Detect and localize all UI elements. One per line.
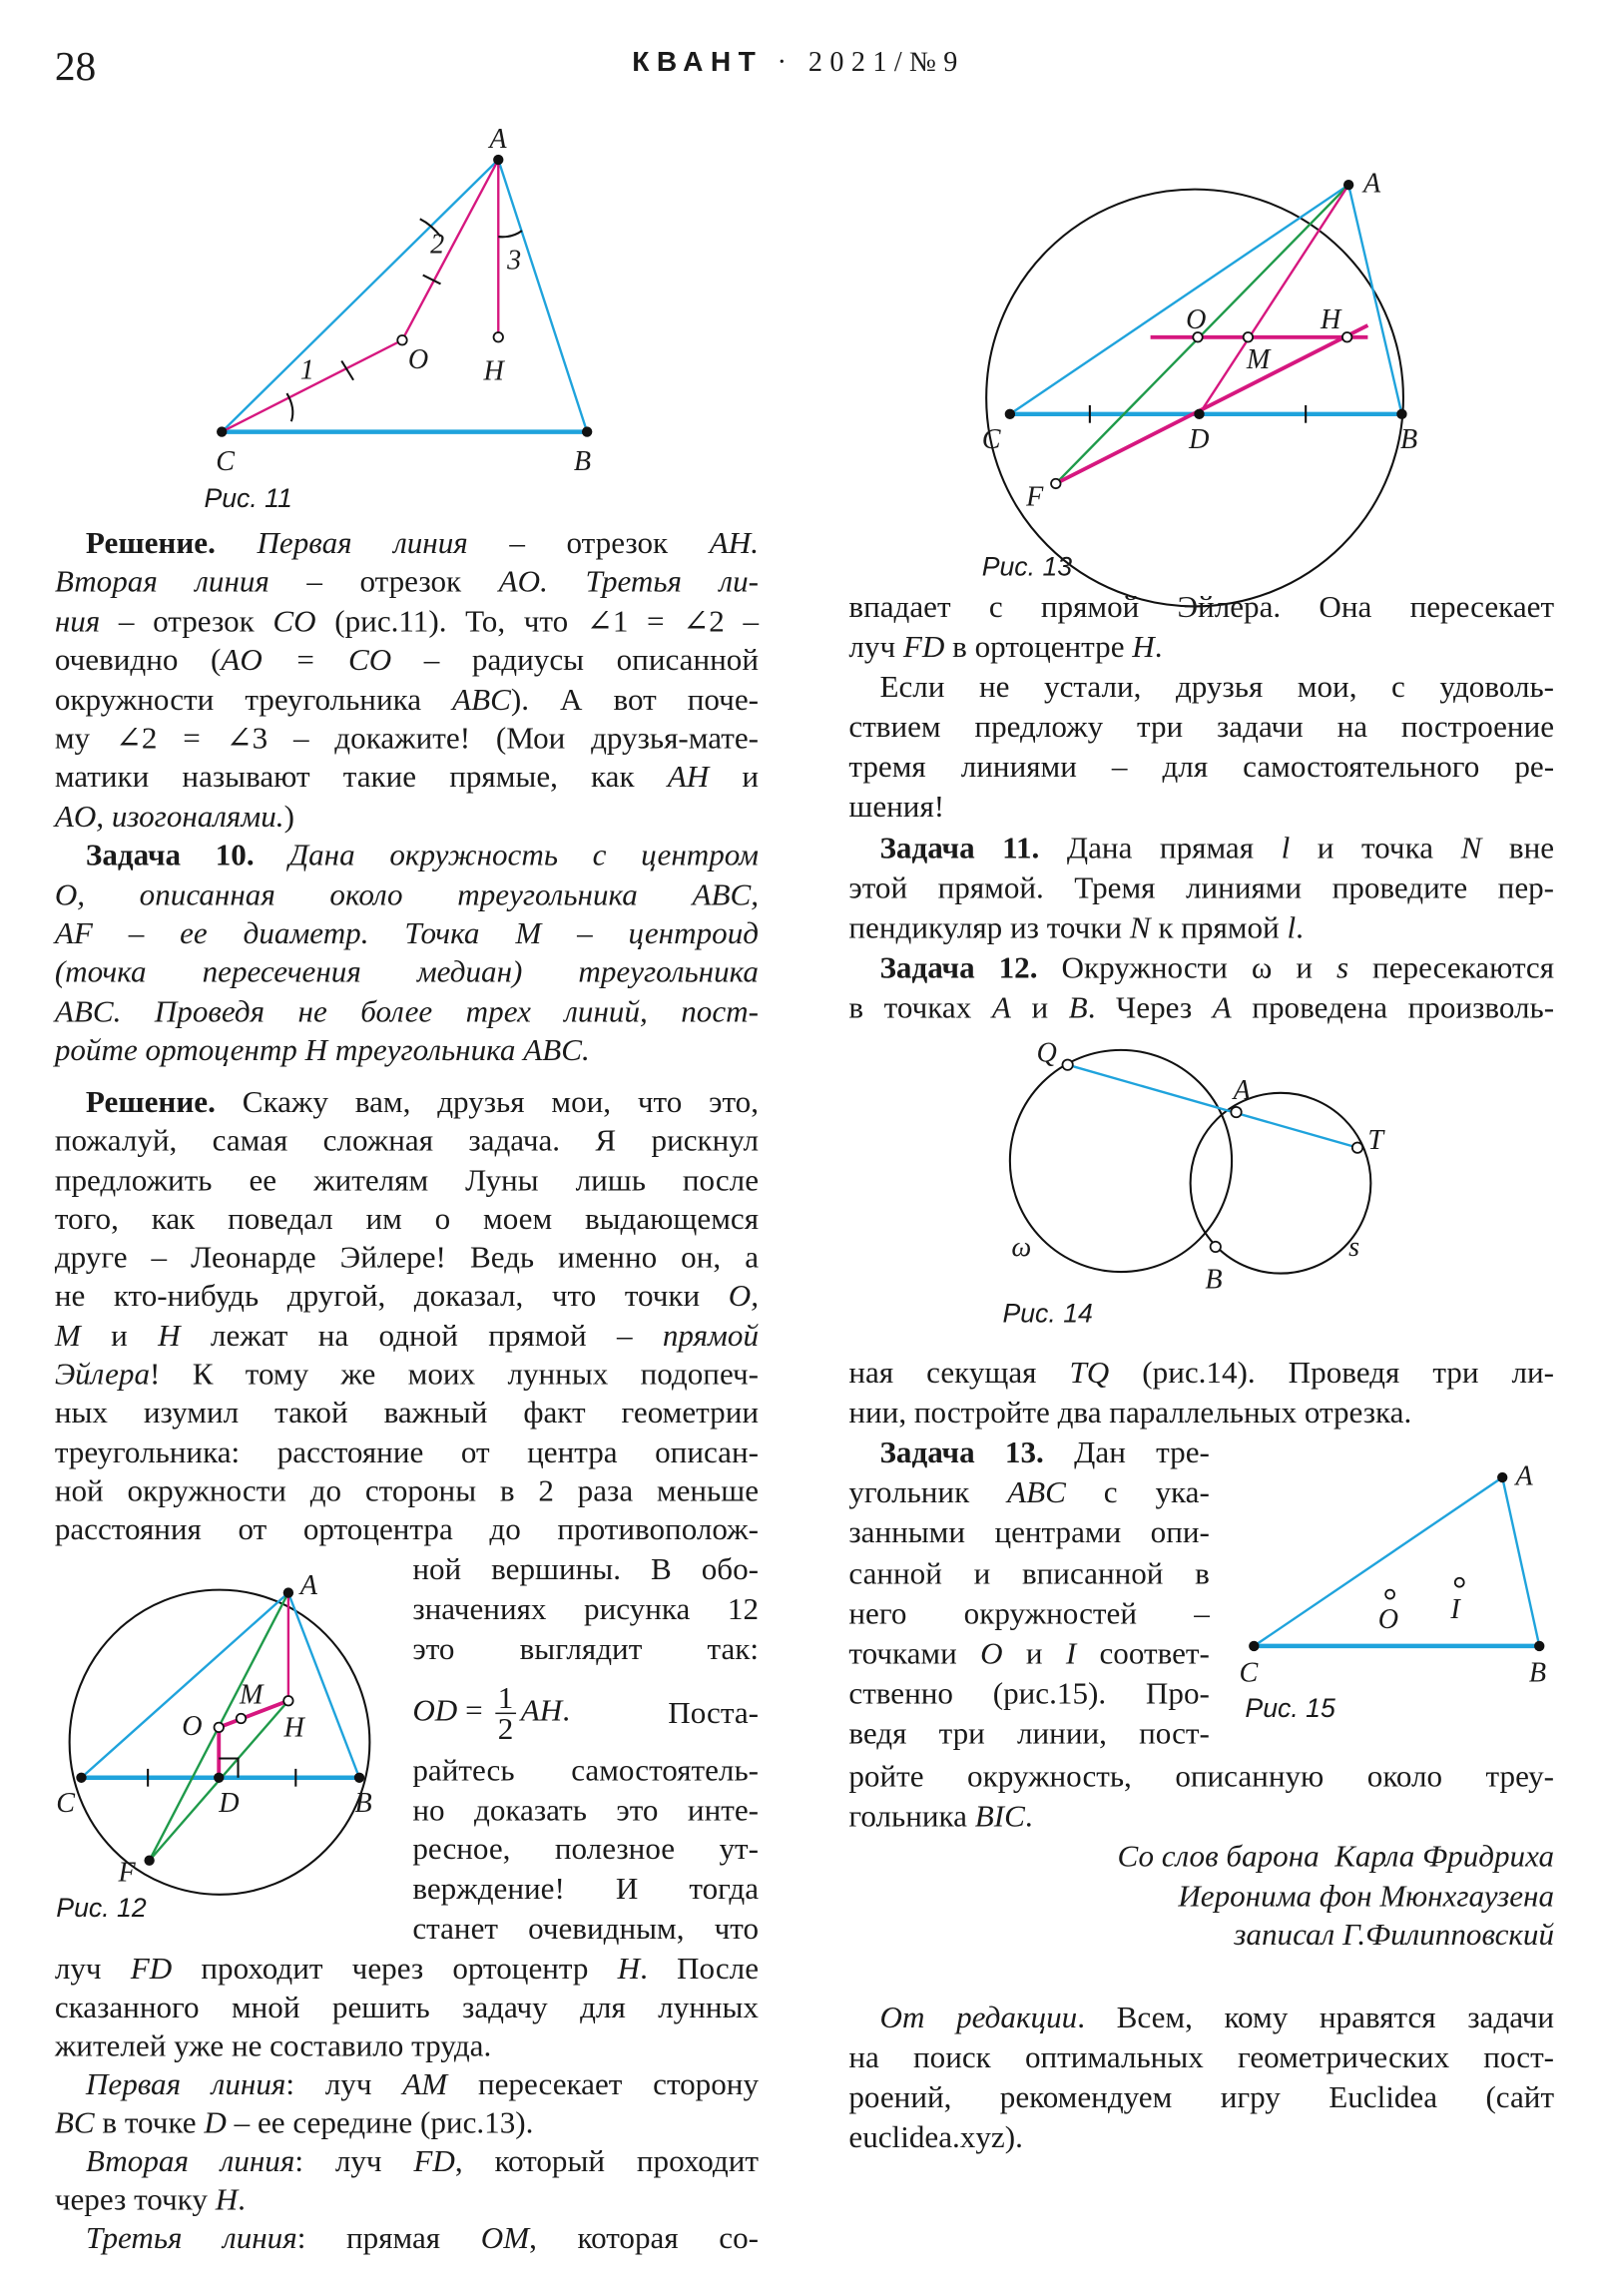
caption-fig-15: Рис. 15 bbox=[1245, 1693, 1335, 1724]
caption-fig-13: Рис. 13 bbox=[981, 551, 1073, 582]
text-line bbox=[848, 2038, 1554, 2078]
italic-text: H bbox=[1132, 628, 1155, 665]
text-run: того, как поведал им о моем выдающемся bbox=[54, 1200, 760, 1237]
formula-dot: . bbox=[562, 1691, 571, 1728]
italic-text: Дана окружность с центром bbox=[254, 837, 760, 873]
text-run: – радиусы описанной bbox=[391, 642, 759, 678]
signature-line: Иеронима фон Мюнхгаузена bbox=[1178, 1878, 1555, 1914]
text-line bbox=[412, 1751, 759, 1791]
text-run: это выглядит так: bbox=[412, 1631, 760, 1667]
text-line bbox=[55, 992, 759, 1031]
label-d: D bbox=[1189, 423, 1210, 455]
text-problem-12-end bbox=[848, 1354, 1554, 1434]
text-run: друге – Леонарде Эйлере! Ведь именно он, а bbox=[54, 1239, 760, 1276]
formula-rhs: AH bbox=[520, 1691, 563, 1728]
text-line bbox=[55, 953, 759, 992]
text-run: пересекает сторону bbox=[447, 2065, 760, 2102]
italic-text: I bbox=[1065, 1635, 1077, 1672]
text-run: соответ- bbox=[1076, 1635, 1210, 1672]
bold-heading: Задача 12. bbox=[879, 948, 1038, 985]
formula-od-half-ah bbox=[412, 1680, 759, 1745]
formula-tail: Поста- bbox=[668, 1694, 760, 1730]
text-line bbox=[55, 1950, 759, 1989]
italic-text: l bbox=[1287, 908, 1297, 945]
figure-11 bbox=[204, 124, 592, 513]
text-line bbox=[412, 1909, 759, 1949]
text-line bbox=[848, 1473, 1209, 1513]
text-line bbox=[848, 1594, 1209, 1634]
label-a: A bbox=[1515, 1460, 1533, 1492]
circumcircle bbox=[986, 190, 1403, 607]
text-run: на поиск оптимальных геометрических пост- bbox=[848, 2038, 1555, 2075]
italic-text: M bbox=[54, 1317, 81, 1354]
text-run: треугольника: расстояние от центра описан- bbox=[54, 1434, 760, 1470]
text-line bbox=[55, 836, 759, 874]
text-line bbox=[55, 680, 759, 719]
italic-text: Вторая линия bbox=[54, 564, 269, 600]
text-line bbox=[848, 1634, 1209, 1674]
italic-text: AF – ее диаметр. Точка M – центроид bbox=[54, 914, 760, 951]
side-ab bbox=[498, 160, 587, 432]
text-run: впадает с прямой Эйлера. Она пересекает bbox=[848, 588, 1555, 625]
text-run: ных изумил такой важный факт геометрии bbox=[54, 1395, 760, 1432]
text-line bbox=[55, 758, 759, 797]
text-run: ная секущая bbox=[848, 1355, 1070, 1391]
italic-text: l bbox=[1281, 829, 1291, 865]
figure-14 bbox=[1002, 1038, 1385, 1329]
text-run: расстояния от ортоцентра до противополож- bbox=[54, 1511, 760, 1548]
caption-fig-14: Рис. 14 bbox=[1002, 1298, 1093, 1329]
label-c: C bbox=[981, 423, 1001, 455]
text-run: ведя три линии, пост- bbox=[848, 1716, 1210, 1752]
text-run: ственно (рис.15). Про- bbox=[848, 1675, 1210, 1712]
text-run: Дан тре- bbox=[1043, 1435, 1210, 1470]
italic-text: Вторая линия bbox=[85, 2142, 295, 2179]
text-run: и bbox=[1010, 989, 1069, 1025]
italic-text: A bbox=[991, 989, 1011, 1025]
italic-text: AH bbox=[667, 759, 710, 796]
label-i: I bbox=[1450, 1593, 1460, 1625]
figure-13 bbox=[982, 169, 1417, 607]
text-run: и bbox=[1002, 1635, 1066, 1672]
italic-text: ния bbox=[54, 603, 101, 639]
text-line bbox=[848, 1434, 1209, 1473]
text-run: луч bbox=[848, 628, 903, 665]
text-line bbox=[412, 1830, 759, 1870]
text-run: верждение! И тогда bbox=[412, 1871, 760, 1907]
text-line bbox=[848, 1513, 1209, 1553]
bold-heading: Задача 13. bbox=[879, 1435, 1044, 1470]
label-f: F bbox=[118, 1857, 136, 1889]
italic-text: OM bbox=[480, 2219, 530, 2256]
text-line bbox=[848, 1674, 1209, 1714]
label-s: s bbox=[1348, 1231, 1360, 1263]
text-run: и точка bbox=[1290, 829, 1461, 865]
text-run: . bbox=[1024, 1798, 1033, 1835]
text-line bbox=[848, 1394, 1554, 1434]
text-run: ройте окружность, описанную около треу- bbox=[848, 1758, 1555, 1795]
text-run: ! К тому же моих лунных подопеч- bbox=[150, 1356, 760, 1393]
text-run: жителей уже не составило труда. bbox=[54, 2027, 492, 2063]
italic-text: N bbox=[1460, 829, 1482, 865]
label-c: C bbox=[56, 1787, 76, 1819]
text-line bbox=[55, 602, 759, 641]
text-line bbox=[55, 1031, 759, 1070]
text-run: проведена произволь- bbox=[1231, 989, 1555, 1025]
issue-number: · 2021/№9 bbox=[763, 47, 965, 79]
italic-text: прямой bbox=[662, 1317, 760, 1354]
text-run: вне bbox=[1481, 829, 1555, 865]
text-line bbox=[848, 947, 1554, 987]
italic-text: ройте ортоцентр H треугольника ABC. bbox=[54, 1032, 590, 1068]
segment-ao bbox=[402, 160, 498, 340]
text-run: и bbox=[80, 1317, 159, 1354]
text-line bbox=[55, 874, 759, 913]
text-line bbox=[55, 523, 759, 562]
text-run: сказанного мной решить задачу для лунных bbox=[54, 1989, 760, 2025]
text-line bbox=[848, 788, 1554, 828]
label-q: Q bbox=[1036, 1037, 1057, 1069]
label-b: B bbox=[573, 446, 592, 478]
italic-text: AO. Третья ли- bbox=[498, 564, 760, 600]
text-line bbox=[55, 641, 759, 680]
italic-text: AM bbox=[402, 2065, 448, 2102]
text-run: точками bbox=[848, 1635, 981, 1672]
label-angle-3: 3 bbox=[507, 245, 522, 277]
text-run: – отрезок bbox=[100, 603, 273, 639]
figure-15 bbox=[1239, 1460, 1546, 1723]
text-run: : луч bbox=[285, 2065, 403, 2102]
ray-am bbox=[1199, 185, 1348, 414]
italic-text: B bbox=[1068, 989, 1088, 1025]
bold-heading: Задача 11. bbox=[879, 829, 1040, 865]
text-run: в точках bbox=[848, 989, 992, 1025]
label-o: O bbox=[407, 343, 429, 375]
text-run: Скажу вам, друзья мои, что это, bbox=[215, 1083, 760, 1120]
text-run: окружности треугольника bbox=[54, 681, 453, 717]
text-run: ствием предложу три задачи на построение bbox=[848, 709, 1555, 745]
label-d: D bbox=[219, 1787, 240, 1819]
label-o: O bbox=[1377, 1604, 1399, 1636]
italic-text: H bbox=[158, 1317, 181, 1354]
text-run: предложить ее жителям Луны лишь после bbox=[54, 1161, 760, 1198]
label-angle-1: 1 bbox=[299, 354, 314, 386]
text-line bbox=[55, 1433, 759, 1471]
text-line bbox=[848, 748, 1554, 788]
text-run: ). А вот поче- bbox=[510, 681, 759, 717]
text-run: станет очевидным, что bbox=[412, 1910, 760, 1947]
fraction-denominator: 2 bbox=[497, 1710, 514, 1746]
italic-text: TQ bbox=[1069, 1355, 1110, 1391]
italic-text: Третья линия bbox=[85, 2219, 297, 2256]
text-line bbox=[55, 2026, 759, 2065]
label-f: F bbox=[1026, 481, 1044, 513]
magazine-name: КВАНТ bbox=[632, 47, 764, 79]
text-run: с ука- bbox=[1065, 1474, 1210, 1510]
text-run: . Через bbox=[1087, 989, 1213, 1025]
text-run: – отрезок bbox=[467, 524, 710, 561]
label-h: H bbox=[1320, 303, 1341, 335]
caption-fig-11: Рис. 11 bbox=[204, 483, 292, 514]
label-omega: ω bbox=[1011, 1231, 1032, 1263]
text-line bbox=[848, 867, 1554, 907]
text-run: проходит через ортоцентр bbox=[172, 1951, 618, 1987]
italic-text: O, описанная около треугольника ABC, bbox=[54, 875, 760, 912]
text-line bbox=[848, 708, 1554, 748]
text-problem-13-end bbox=[848, 1757, 1554, 1837]
italic-text: AO, изогоналями. bbox=[54, 798, 284, 835]
text-run: занными центрами опи- bbox=[848, 1514, 1210, 1551]
text-run: роений, рекомендуем игру Euclidea (сайт bbox=[848, 2078, 1555, 2115]
italic-text: BIC bbox=[974, 1798, 1025, 1835]
text-line bbox=[55, 2103, 759, 2142]
signature-line: Со слов барона Карла Фридриха bbox=[1117, 1838, 1555, 1875]
label-b: B bbox=[354, 1787, 372, 1819]
text-run: (рис.11). То, что ∠1 = ∠2 – bbox=[315, 603, 760, 639]
text-run: euclidea.xyz). bbox=[848, 2118, 1023, 2155]
text-run: ) bbox=[283, 798, 294, 835]
text-run: пересекаются bbox=[1348, 948, 1555, 985]
formula-fraction bbox=[495, 1679, 516, 1746]
text-line bbox=[55, 1316, 759, 1355]
italic-text: ABC. Проведя не более трех линий, пост- bbox=[54, 993, 760, 1029]
text-run: . Всем, кому нравятся задачи bbox=[1077, 1999, 1555, 2035]
text-problem-13-narrow bbox=[848, 1434, 1209, 1755]
text-run: лежат на одной прямой – bbox=[180, 1317, 663, 1354]
text-run: Дана прямая bbox=[1039, 829, 1282, 865]
label-a: A bbox=[489, 124, 507, 156]
italic-text: s bbox=[1335, 948, 1349, 985]
italic-text: H bbox=[617, 1951, 641, 1987]
text-line bbox=[55, 797, 759, 836]
text-line bbox=[55, 1082, 759, 1121]
text-line bbox=[848, 1553, 1209, 1593]
text-line bbox=[412, 1870, 759, 1910]
text-line bbox=[848, 1797, 1554, 1837]
text-solution-10-part1 bbox=[55, 1082, 759, 1549]
text-line bbox=[848, 667, 1554, 707]
ray-fd bbox=[1056, 325, 1368, 484]
text-solution-10-narrow1 bbox=[412, 1550, 759, 1670]
side-ac bbox=[222, 160, 498, 432]
label-a: A bbox=[1362, 168, 1381, 200]
text-run: пендикуляр из точки bbox=[848, 908, 1130, 945]
text-line bbox=[55, 1199, 759, 1238]
text-run: , которая со- bbox=[529, 2219, 760, 2256]
text-run: тремя линиями – для самостоятельного ре- bbox=[848, 749, 1555, 785]
italic-text: AO = CO bbox=[221, 642, 392, 678]
text-run: очевидно ( bbox=[54, 642, 222, 678]
italic-text: A bbox=[1212, 989, 1232, 1025]
italic-text: (точка пересечения медиан) треугольника bbox=[54, 954, 760, 990]
formula-lhs: OD bbox=[412, 1691, 458, 1728]
text-line bbox=[848, 988, 1554, 1028]
text-line bbox=[848, 587, 1554, 627]
italic-text: Первая линия bbox=[85, 2065, 286, 2102]
text-run: матики называют такие прямые, как bbox=[54, 759, 668, 796]
label-a: A bbox=[299, 1570, 317, 1602]
text-line bbox=[55, 1160, 759, 1199]
circle-omega bbox=[1010, 1050, 1232, 1272]
text-run: : прямая bbox=[296, 2219, 481, 2256]
text-run: му ∠2 = ∠3 – докажите! (Мои друзья-мате- bbox=[54, 720, 760, 756]
text-line bbox=[55, 1510, 759, 1549]
text-run: . bbox=[1154, 628, 1163, 665]
text-line bbox=[848, 1999, 1554, 2038]
italic-text: FD bbox=[130, 1951, 173, 1987]
label-a: A bbox=[1233, 1074, 1251, 1106]
label-b: B bbox=[1205, 1264, 1223, 1296]
text-line bbox=[55, 1277, 759, 1316]
text-run: значениях рисунка 12 bbox=[412, 1591, 760, 1627]
text-run: Если не устали, друзья мои, с удоволь- bbox=[879, 668, 1555, 705]
text-line bbox=[55, 1238, 759, 1277]
text-line bbox=[412, 1590, 759, 1630]
label-h: H bbox=[283, 1712, 304, 1744]
text-run: в точке bbox=[94, 2104, 205, 2140]
italic-text: H bbox=[215, 2181, 239, 2217]
italic-text: ABC bbox=[452, 681, 511, 717]
text-run: луч bbox=[54, 1951, 131, 1987]
text-euler-problems-11-12 bbox=[848, 587, 1554, 1028]
italic-text: O, bbox=[728, 1278, 760, 1315]
italic-text: N bbox=[1129, 908, 1151, 945]
text-line bbox=[848, 2118, 1554, 2158]
text-line bbox=[848, 907, 1554, 947]
label-c: C bbox=[1239, 1657, 1259, 1689]
label-o: O bbox=[182, 1710, 203, 1742]
italic-text: Эйлера bbox=[54, 1356, 151, 1393]
label-angle-2: 2 bbox=[430, 229, 445, 261]
text-run: пожалуй, самая сложная задача. Я рискнул bbox=[54, 1122, 760, 1159]
text-run: . После bbox=[640, 1951, 760, 1987]
italic-text: O bbox=[980, 1635, 1003, 1672]
text-run: ной окружности до стороны в 2 раза меньше bbox=[54, 1472, 760, 1509]
label-t: T bbox=[1367, 1125, 1384, 1157]
italic-text: Первая линия bbox=[215, 524, 468, 561]
text-line bbox=[55, 2064, 759, 2103]
page-number: 28 bbox=[54, 44, 97, 91]
text-line bbox=[55, 1394, 759, 1433]
label-m: M bbox=[1246, 343, 1271, 375]
text-line bbox=[55, 1121, 759, 1160]
label-b: B bbox=[1528, 1657, 1547, 1689]
text-run: него окружностей – bbox=[848, 1595, 1210, 1631]
label-o: O bbox=[1186, 303, 1207, 335]
text-run: райтесь самостоятель- bbox=[412, 1752, 760, 1789]
figure-12 bbox=[56, 1570, 371, 1923]
text-run: . bbox=[1296, 908, 1304, 945]
text-run: нии, постройте два параллельных отрезка. bbox=[848, 1395, 1412, 1431]
angle-3-arc bbox=[498, 231, 522, 237]
italic-text: BC bbox=[54, 2104, 95, 2140]
bold-heading: Решение. bbox=[85, 1083, 216, 1120]
text-line bbox=[848, 1757, 1554, 1797]
text-run: . bbox=[238, 2181, 246, 2217]
text-line bbox=[55, 1355, 759, 1394]
text-line bbox=[412, 1630, 759, 1670]
fraction-numerator: 1 bbox=[495, 1682, 516, 1713]
text-run: : луч bbox=[294, 2142, 414, 2179]
text-line bbox=[55, 2180, 759, 2219]
text-run: в ортоцентре bbox=[944, 628, 1133, 665]
text-line bbox=[55, 2141, 759, 2180]
text-editorial-note bbox=[848, 1999, 1554, 2158]
text-line bbox=[55, 913, 759, 952]
italic-text: D bbox=[204, 2104, 227, 2140]
text-line bbox=[55, 1471, 759, 1510]
italic-text: CO bbox=[272, 603, 316, 639]
text-run: ной вершины. В обо- bbox=[412, 1551, 760, 1587]
text-line bbox=[55, 719, 759, 758]
bold-heading: Решение. bbox=[85, 524, 216, 561]
text-line bbox=[848, 828, 1554, 867]
text-line bbox=[55, 1988, 759, 2026]
text-line bbox=[412, 1791, 759, 1831]
text-line bbox=[848, 2078, 1554, 2118]
text-line bbox=[848, 1354, 1554, 1394]
italic-text: От редакции bbox=[879, 1999, 1078, 2035]
text-line bbox=[55, 2218, 759, 2257]
text-run: угольник bbox=[848, 1474, 1008, 1510]
text-run: гольника bbox=[848, 1798, 975, 1835]
italic-text: FD bbox=[902, 628, 945, 665]
label-b: B bbox=[1399, 423, 1418, 455]
text-line bbox=[848, 1715, 1209, 1755]
text-line bbox=[848, 627, 1554, 667]
text-run: – ее середине (рис.13). bbox=[226, 2104, 534, 2140]
text-run: этой прямой. Тремя линиями проведите пер- bbox=[848, 868, 1555, 905]
label-m: M bbox=[240, 1679, 264, 1711]
text-run: к прямой bbox=[1150, 908, 1288, 945]
text-solution-10-narrow2 bbox=[412, 1751, 759, 1949]
secant-tq bbox=[1068, 1065, 1357, 1148]
italic-text: FD bbox=[413, 2142, 455, 2179]
text-run: , который проходит bbox=[454, 2142, 759, 2179]
text-run: Окружности ω и bbox=[1037, 948, 1336, 985]
author-signature bbox=[848, 1837, 1554, 1956]
italic-text: ABC bbox=[1007, 1474, 1066, 1510]
text-line bbox=[412, 1550, 759, 1590]
text-run: не кто-нибудь другой, доказал, что точки bbox=[54, 1278, 729, 1315]
text-run: через точку bbox=[54, 2181, 216, 2217]
label-h: H bbox=[483, 355, 504, 387]
text-run: (рис.14). Проведя три ли- bbox=[1109, 1355, 1555, 1391]
text-run: и bbox=[709, 759, 760, 796]
text-run: шения! bbox=[848, 789, 945, 825]
italic-text: AH. bbox=[709, 524, 760, 561]
label-c: C bbox=[216, 446, 236, 478]
text-solution-10-lines bbox=[55, 1950, 759, 2257]
text-run: – отрезок bbox=[268, 564, 499, 600]
formula-eq: = bbox=[457, 1691, 491, 1728]
text-run: но доказать это инте- bbox=[412, 1792, 760, 1828]
caption-fig-12: Рис. 12 bbox=[56, 1893, 147, 1924]
bold-heading: Задача 10. bbox=[85, 837, 255, 873]
text-run: санной и вписанной в bbox=[848, 1554, 1210, 1591]
signature-line: записал Г.Филипповский bbox=[1234, 1917, 1555, 1954]
text-line bbox=[55, 563, 759, 602]
text-run: ресное, полезное ут- bbox=[412, 1831, 760, 1868]
text-solution-fig11-problem10 bbox=[55, 523, 759, 1069]
